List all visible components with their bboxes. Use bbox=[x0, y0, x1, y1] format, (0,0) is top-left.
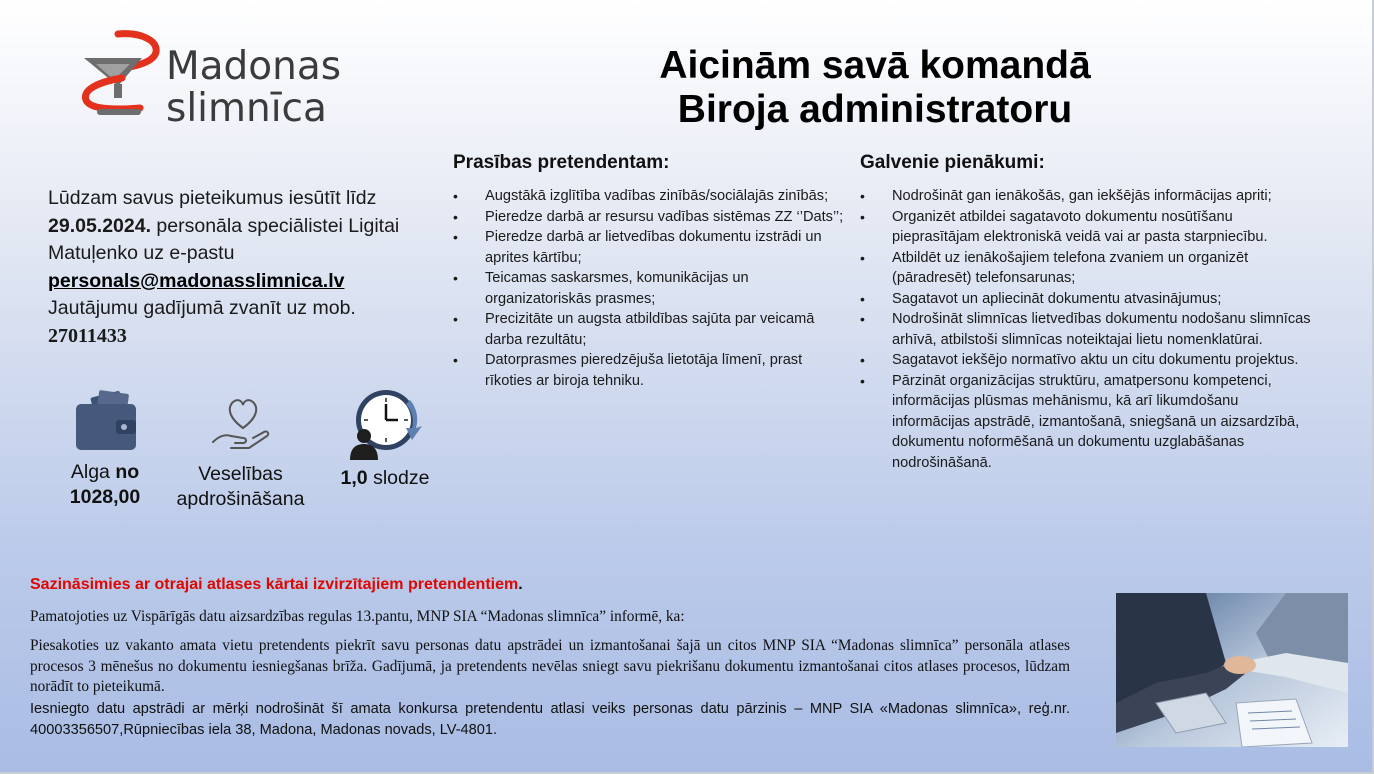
list-item: • Nodrošināt gan ienākošās, gan iekšējās informācijas apriti; bbox=[860, 186, 1320, 207]
list-item: • Teicamas saskarsmes, komunikācijas un organizatoriskās prasmes; bbox=[453, 268, 853, 309]
duties-heading: Galvenie pienākumi: bbox=[860, 152, 1045, 173]
wallet-icon bbox=[72, 388, 138, 454]
logo-line-2: slimnīca bbox=[166, 86, 327, 131]
apply-deadline: 29.05.2024. bbox=[48, 214, 152, 237]
duties-list bbox=[860, 186, 1320, 473]
phone-number: 27011433 bbox=[48, 324, 127, 347]
list-item: • Precizitāte un augsta atbildības sajūta par veicamā darba rezultātu; bbox=[453, 309, 853, 350]
legal-controller: Iesniegto datu apstrādi ar mērķi nodrošināt šī amata konkursa pretendentu atlasi veiks personas datu pārzinis – MNP SIA «Madonas slimnīca», reģ.nr. 40003356507,Rūpniecības iela 38, Madona, Madonas novads, LV-4801. bbox=[30, 701, 1070, 738]
apply-text-3: Jautājumu gadījumā zvanīt uz mob. bbox=[48, 297, 356, 319]
hospital-logo-icon bbox=[78, 28, 168, 118]
contact-period: . bbox=[518, 576, 523, 593]
title-line-2: Biroja administratoru bbox=[677, 88, 1073, 131]
title-line-1: Aicinām savā komandā bbox=[659, 44, 1091, 87]
benefit-insurance bbox=[168, 390, 313, 512]
page-title bbox=[560, 44, 1190, 132]
list-item: • Pārzināt organizācijas struktūru, amatpersonu kompetenci, informācijas plūsmas mehānismu, kā arī likumdošanu informācijas apstrādē, izmantošanā, sniegšanā un aizsardzībā, dokumentu noformēšanā un dokumentu uzglabāšanas nodrošināšanā. bbox=[860, 371, 1320, 474]
salary-amount: no 1028,00 bbox=[69, 461, 141, 508]
workload-value: 1,0 bbox=[340, 467, 368, 489]
list-item: • Pieredze darbā ar resursu vadības sistēmas ZZ ‘’Dats’’; bbox=[453, 207, 853, 228]
logo-text bbox=[166, 46, 341, 130]
legal-intro: Pamatojoties uz Vispārīgās datu aizsardzības regulas 13.pantu, MNP SIA “Madonas slimnīca” informē, ka: bbox=[30, 608, 685, 625]
list-item: • Augstākā izglītība vadības zinībās/sociālajās zinībās; bbox=[453, 186, 853, 207]
requirements-section bbox=[453, 152, 853, 391]
list-item: • Sagatavot iekšējo normatīvo aktu un citu dokumentu projektus. bbox=[860, 350, 1320, 371]
requirements-list bbox=[453, 186, 853, 391]
list-item: • Atbildēt uz ienākošajiem telefona zvaniem un organizēt (pāradresēt) telefonsarunas; bbox=[860, 248, 1320, 289]
logo-line-1: Madonas bbox=[166, 44, 342, 89]
contact-notice bbox=[30, 576, 523, 594]
contact-text: Sazināsimies ar otrajai atlases kārtai izvirzītajiem pretendentiem bbox=[30, 576, 519, 593]
duties-section bbox=[860, 152, 1320, 473]
benefit-salary bbox=[50, 388, 160, 510]
workload-label: slodze bbox=[367, 467, 430, 489]
heart-hand-icon bbox=[209, 390, 273, 456]
list-item: • Datorprasmes pieredzējuša lietotāja līmenī, prast rīkoties ar biroja tehniku. bbox=[453, 350, 853, 391]
benefit-workload bbox=[330, 388, 440, 491]
application-info bbox=[48, 185, 448, 350]
apply-text-2: personāla speciālistei Ligitai Matuļenko uz e-pastu bbox=[48, 214, 400, 264]
logo bbox=[78, 28, 368, 131]
salary-label: Alga bbox=[70, 461, 116, 483]
email-link[interactable]: personals@madonasslimnica.lv bbox=[48, 269, 345, 292]
apply-text-1: Lūdzam savus pieteikumus iesūtīt līdz bbox=[48, 187, 377, 209]
requirements-heading: Prasības pretendentam: bbox=[453, 152, 670, 173]
list-item: • Sagatavot un apliecināt dokumentu atvasinājumus; bbox=[860, 289, 1320, 310]
insurance-label: Veselības apdrošināšana bbox=[176, 463, 305, 510]
list-item: • Pieredze darbā ar lietvedības dokumentu izstrādi un aprites kārtību; bbox=[453, 227, 853, 268]
legal-consent: Piesakoties uz vakanto amata vietu pretendents piekrīt savu personas datu apstrādei un izmantošanai šajā un citos MNP SIA “Madonas slimnīca” personāla atlases procesos 3 mēnešus no dokumentu iesniegšanas brīža. Gadījumā, ja pretendents nevēlas sniegt savu piekrišanu dokumentu izmantošanai citos atlases procesos, lūdzam norādīt to pieteikumā. bbox=[30, 637, 1070, 695]
handshake-illustration bbox=[1116, 593, 1348, 747]
list-item: • Nodrošināt slimnīcas lietvedības dokumentu nodošanu slimnīcas arhīvā, atbilstoši slimnīcas noteiktajai lietu nomenklatūrai. bbox=[860, 309, 1320, 350]
handshake-photo bbox=[1116, 593, 1348, 747]
clock-person-icon bbox=[346, 388, 424, 460]
list-item: • Organizēt atbildei sagatavoto dokumentu nosūtīšanu pieprasītājam elektroniskā veidā vai ar pasta starpniecību. bbox=[860, 207, 1320, 248]
